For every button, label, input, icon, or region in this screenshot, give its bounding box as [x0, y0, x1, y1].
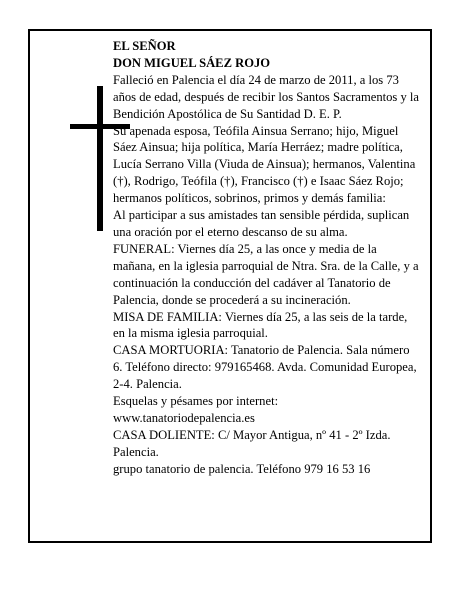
funeral-info: FUNERAL: Viernes día 25, a las once y media de la mañana, en la iglesia parroquial de Ntra. Sra. de la Calle, y a continuación la conducción del cadáver al Tanatorio de Palencia, donde se procederá a su incineración. — [113, 241, 419, 307]
title-line-2: DON MIGUEL SÁEZ ROJO — [113, 55, 271, 70]
obituary-text — [113, 38, 421, 478]
internet-condolences: Esquelas y pésames por internet: www.tanatoriodepalencia.es — [113, 394, 279, 425]
prayer-request: Al participar a sus amistades tan sensible pérdida, suplican una oración por el eterno descanso de su alma. — [113, 208, 410, 239]
family-mass-info: MISA DE FAMILIA: Viernes día 25, a las seis de la tarde, en la misma iglesia parroquial. — [113, 309, 408, 341]
mortuary-info: CASA MORTUORIA: Tanatorio de Palencia. Sala número 6. Teléfono directo: 979165468. Avda. Comunidad Europea, 2-4. Palencia. — [113, 343, 417, 392]
title-line-1: EL SEÑOR — [113, 39, 176, 53]
family-list: Su apenada esposa, Teófila Ainsua Serrano; hijo, Miguel Sáez Ainsua; hija política, María Herráez; madre política, Lucía Serrano Villa (Viuda de Ainsua); hermanos, Valentina (†), Rodrigo, Teófila (†), Francisco (†) e Isaac Sáez Rojo; hermanos políticos, sobrinos, primos y demás familia: — [113, 123, 416, 206]
family-home-info: CASA DOLIENTE: C/ Mayor Antigua, nº 41 - 2º Izda. Palencia. — [113, 427, 391, 459]
funeral-home-contact: grupo tanatorio de palencia. Teléfono 979 16 53 16 — [113, 461, 371, 476]
cross-vertical-bar — [97, 86, 103, 231]
death-notice: Falleció en Palencia el día 24 de marzo de 2011, a los 73 años de edad, después de recibir los Santos Sacramentos y la Bendición Apostólica de Su Santidad D. E. P. — [113, 72, 420, 121]
